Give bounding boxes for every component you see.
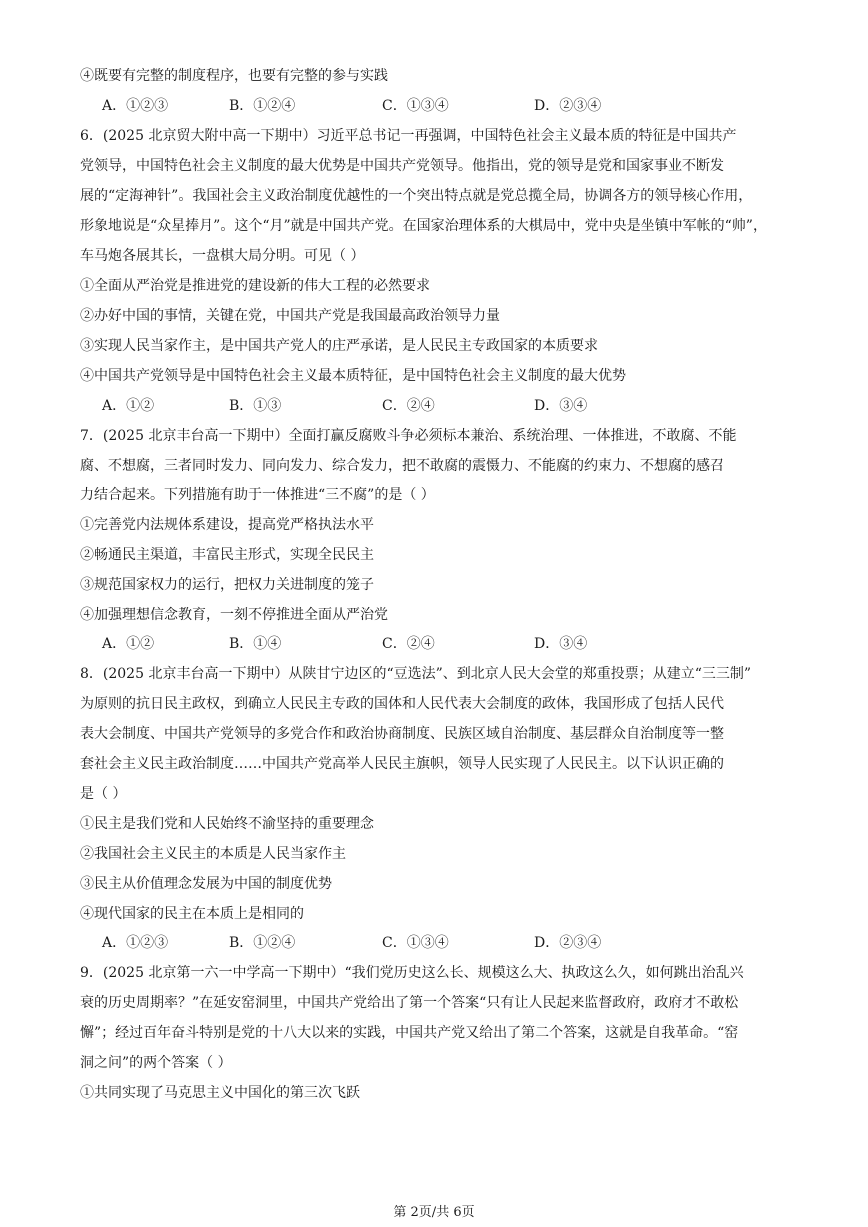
option-b[interactable]: B．①②④ xyxy=(229,98,296,114)
q8-options xyxy=(102,933,802,953)
q6-item-1: ①全面从严治党是推进党的建设新的伟大工程的必然要求 xyxy=(80,278,430,294)
q6-stem-line: 展的“定海神针”。我国社会主义政治制度优越性的一个突出特点就是党总揽全局，协调各方的领导核心作用， xyxy=(80,188,753,204)
option-d[interactable]: D．③④ xyxy=(534,398,588,414)
q8-item-2: ②我国社会主义民主的本质是人民当家作主 xyxy=(80,846,346,862)
q9-stem-line: 衰的历史周期率？”在延安窑洞里，中国共产党给出了第一个答案“只有让人民起来监督政府，政府才不敢松 xyxy=(80,995,739,1011)
q7-item-2: ②畅通民主渠道，丰富民主形式，实现全民民主 xyxy=(80,547,374,563)
q6-item-4: ④中国共产党领导是中国特色社会主义最本质特征，是中国特色社会主义制度的最大优势 xyxy=(80,368,626,384)
q6-item-2: ②办好中国的事情，关键在党，中国共产党是我国最高政治领导力量 xyxy=(80,308,500,324)
option-b[interactable]: B．①②④ xyxy=(229,935,296,951)
q5-options xyxy=(102,96,802,116)
q8-item-1: ①民主是我们党和人民始终不渝坚持的重要理念 xyxy=(80,816,374,832)
q7-stem-line: 7．(2025 北京丰台高一下期中）全面打赢反腐败斗争必须标本兼治、系统治理、一体推进，不敢腐、不能 xyxy=(80,428,737,444)
option-b[interactable]: B．①④ xyxy=(229,636,282,652)
q6-stem-line: 车马炮各展其长，一盘棋大局分明。可见（ ） xyxy=(80,248,365,264)
q6-stem-line: 党领导，中国特色社会主义制度的最大优势是中国共产党领导。他指出，党的领导是党和国家事业不断发 xyxy=(80,158,724,174)
q7-stem-line: 腐、不想腐，三者同时发力、同向发力、综合发力，把不敢腐的震慑力、不能腐的约束力、不想腐的感召 xyxy=(80,458,724,474)
q8-item-4: ④现代国家的民主在本质上是相同的 xyxy=(80,906,304,922)
q6-stem-line: 形象地说是“众星捧月”。这个“月”就是中国共产党。在国家治理体系的大棋局中，党中央是坐镇中军帐的“帅”， xyxy=(80,218,767,234)
q9-stem-line: 懈”；经过百年奋斗特别是党的十八大以来的实践，中国共产党又给出了第二个答案，这就是自我革命。“窑 xyxy=(80,1025,739,1041)
option-a[interactable]: A．①② xyxy=(102,398,155,414)
option-a[interactable]: A．①②③ xyxy=(102,98,169,114)
option-a[interactable]: A．①②③ xyxy=(102,935,169,951)
q7-options xyxy=(102,634,802,654)
option-c[interactable]: C．①③④ xyxy=(382,98,449,114)
option-b[interactable]: B．①③ xyxy=(229,398,282,414)
q7-item-4: ④加强理想信念教育，一刻不停推进全面从严治党 xyxy=(80,607,388,623)
q9-stem-line: 9．(2025 北京第一六一中学高一下期中）“我们党历史这么长、规模这么大、执政这么久，如何跳出治乱兴 xyxy=(80,965,744,981)
q8-stem-line: 套社会主义民主政治制度……中国共产党高举人民民主旗帜，领导人民实现了人民民主。以下认识正确的 xyxy=(80,756,724,772)
q6-item-3: ③实现人民当家作主，是中国共产党人的庄严承诺，是人民民主专政国家的本质要求 xyxy=(80,338,598,354)
q7-stem-line: 力结合起来。下列措施有助于一体推进“三不腐”的是（ ） xyxy=(80,487,435,503)
option-c[interactable]: C．②④ xyxy=(382,398,435,414)
option-d[interactable]: D．②③④ xyxy=(534,98,602,114)
q8-item-3: ③民主从价值理念发展为中国的制度优势 xyxy=(80,876,332,892)
q8-stem-line: 是（ ） xyxy=(80,786,127,802)
q8-stem-line: 为原则的抗日民主政权，到确立人民民主专政的国体和人民代表大会制度的政体，我国形成了包括人民代 xyxy=(80,696,724,712)
q6-stem-line: 6．(2025 北京贸大附中高一下期中）习近平总书记一再强调，中国特色社会主义最本质的特征是中国共产 xyxy=(80,128,737,144)
q5-item-4: ④既要有完整的制度程序，也要有完整的参与实践 xyxy=(80,68,388,84)
q8-stem-line: 表大会制度、中国共产党领导的多党合作和政治协商制度、民族区域自治制度、基层群众自治制度等一整 xyxy=(80,726,724,742)
option-a[interactable]: A．①② xyxy=(102,636,155,652)
q8-stem-line: 8．(2025 北京丰台高一下期中）从陕甘宁边区的“豆选法”、到北京人民大会堂的郑重投票；从建立“三三制” xyxy=(80,666,752,682)
q7-item-3: ③规范国家权力的运行，把权力关进制度的笼子 xyxy=(80,577,374,593)
q7-item-1: ①完善党内法规体系建设，提高党严格执法水平 xyxy=(80,517,374,533)
q9-stem-line: 洞之问”的两个答案（ ） xyxy=(80,1055,232,1071)
option-d[interactable]: D．③④ xyxy=(534,636,588,652)
option-d[interactable]: D．②③④ xyxy=(534,935,602,951)
option-c[interactable]: C．②④ xyxy=(382,636,435,652)
q6-options xyxy=(102,396,802,416)
q9-item-1: ①共同实现了马克思主义中国化的第三次飞跃 xyxy=(80,1085,360,1101)
option-c[interactable]: C．①③④ xyxy=(382,935,449,951)
page-number: 第 2页/共 6页 xyxy=(393,1205,475,1220)
